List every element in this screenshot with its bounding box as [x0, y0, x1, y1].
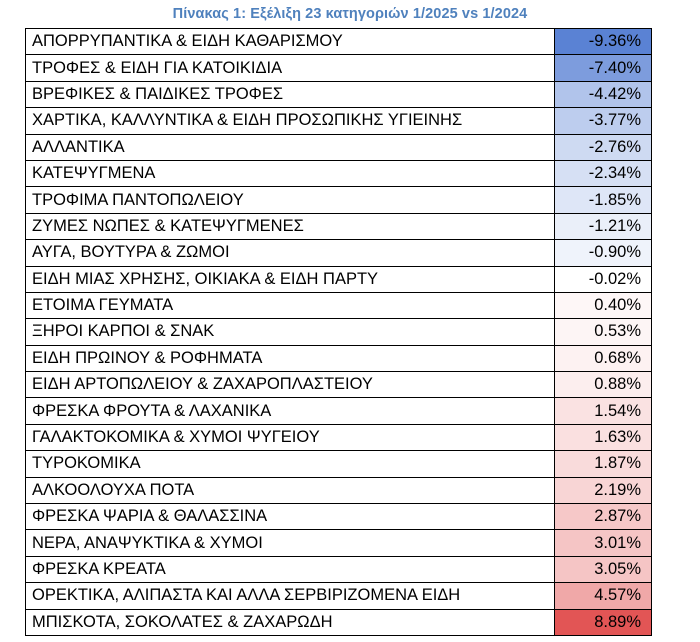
category-cell: ΑΥΓΑ, ΒΟΥΤΥΡΑ & ΖΩΜΟΙ	[26, 240, 555, 266]
categories-table	[25, 28, 652, 636]
change-value-cell: -1.21%	[555, 213, 652, 239]
table-row	[26, 319, 652, 345]
change-value-cell: 1.63%	[555, 424, 652, 450]
change-value-cell: -2.76%	[555, 134, 652, 160]
category-cell: ΕΤΟΙΜΑ ΓΕΥΜΑΤΑ	[26, 292, 555, 318]
change-value-cell: 3.05%	[555, 556, 652, 582]
table-row	[26, 29, 652, 55]
table-row	[26, 55, 652, 81]
category-cell: ΜΠΙΣΚΟΤΑ, ΣΟΚΟΛΑΤΕΣ & ΖΑΧΑΡΩΔΗ	[26, 609, 555, 635]
change-value-cell: 0.88%	[555, 372, 652, 398]
change-value-cell: -1.85%	[555, 187, 652, 213]
category-cell: ΑΠΟΡΡΥΠΑΝΤΙΚΑ & ΕΙΔΗ ΚΑΘΑΡΙΣΜΟΥ	[26, 29, 555, 55]
change-value-cell: 2.87%	[555, 504, 652, 530]
category-cell: ΖΥΜΕΣ ΝΩΠΕΣ & ΚΑΤΕΨΥΓΜΕΝΕΣ	[26, 213, 555, 239]
table-row	[26, 292, 652, 318]
table-row	[26, 213, 652, 239]
change-value-cell: 2.19%	[555, 477, 652, 503]
table-row	[26, 398, 652, 424]
change-value-cell: 3.01%	[555, 530, 652, 556]
change-value-cell: -0.02%	[555, 266, 652, 292]
category-cell: ΕΙΔΗ ΑΡΤΟΠΩΛΕΙΟΥ & ΖΑΧΑΡΟΠΛΑΣΤΕΙΟΥ	[26, 372, 555, 398]
table-row	[26, 372, 652, 398]
change-value-cell: -2.34%	[555, 160, 652, 186]
category-cell: ΒΡΕΦΙΚΕΣ & ΠΑΙΔΙΚΕΣ ΤΡΟΦΕΣ	[26, 81, 555, 107]
table-row	[26, 477, 652, 503]
table-row	[26, 81, 652, 107]
category-cell: ΦΡΕΣΚΑ ΚΡΕΑΤΑ	[26, 556, 555, 582]
table-body	[26, 29, 652, 636]
category-cell: ΦΡΕΣΚΑ ΦΡΟΥΤΑ & ΛΑΧΑΝΙΚΑ	[26, 398, 555, 424]
change-value-cell: 4.57%	[555, 583, 652, 609]
table-row	[26, 556, 652, 582]
category-cell: ΧΑΡΤΙΚΑ, ΚΑΛΛΥΝΤΙΚΑ & ΕΙΔΗ ΠΡΟΣΩΠΙΚΗΣ ΥΓΙΕΙΝΗΣ	[26, 108, 555, 134]
category-cell: ΤΡΟΦΙΜΑ ΠΑΝΤΟΠΩΛΕΙΟΥ	[26, 187, 555, 213]
change-value-cell: 1.54%	[555, 398, 652, 424]
change-value-cell: 0.53%	[555, 319, 652, 345]
table-row	[26, 266, 652, 292]
category-cell: ΤΥΡΟΚΟΜΙΚΑ	[26, 451, 555, 477]
change-value-cell: -0.90%	[555, 240, 652, 266]
table-row	[26, 451, 652, 477]
change-value-cell: -4.42%	[555, 81, 652, 107]
category-cell: ΚΑΤΕΨΥΓΜΕΝΑ	[26, 160, 555, 186]
table-row	[26, 240, 652, 266]
category-cell: ΞΗΡΟΙ ΚΑΡΠΟΙ & ΣΝΑΚ	[26, 319, 555, 345]
change-value-cell: -7.40%	[555, 55, 652, 81]
category-cell: ΤΡΟΦΕΣ & ΕΙΔΗ ΓΙΑ ΚΑΤΟΙΚΙΔΙΑ	[26, 55, 555, 81]
table-row	[26, 504, 652, 530]
table-row	[26, 530, 652, 556]
change-value-cell: 8.89%	[555, 609, 652, 635]
category-cell: ΕΙΔΗ ΜΙΑΣ ΧΡΗΣΗΣ, ΟΙΚΙΑΚΑ & ΕΙΔΗ ΠΑΡΤΥ	[26, 266, 555, 292]
category-cell: ΑΛΚΟΟΛΟΥΧΑ ΠΟΤΑ	[26, 477, 555, 503]
category-cell: ΕΙΔΗ ΠΡΩΙΝΟΥ & ΡΟΦΗΜΑΤΑ	[26, 345, 555, 371]
change-value-cell: 0.40%	[555, 292, 652, 318]
table-row	[26, 187, 652, 213]
category-cell: ΟΡΕΚΤΙΚΑ, ΑΛΙΠΑΣΤΑ ΚΑΙ ΑΛΛΑ ΣΕΡΒΙΡΙΖΟΜΕΝΑ ΕΙΔΗ	[26, 583, 555, 609]
change-value-cell: -9.36%	[555, 29, 652, 55]
category-cell: ΓΑΛΑΚΤΟΚΟΜΙΚΑ & ΧΥΜΟΙ ΨΥΓΕΙΟΥ	[26, 424, 555, 450]
table-row	[26, 134, 652, 160]
table-row	[26, 160, 652, 186]
table-row	[26, 424, 652, 450]
change-value-cell: 0.68%	[555, 345, 652, 371]
change-value-cell: -3.77%	[555, 108, 652, 134]
table-row	[26, 108, 652, 134]
table-row	[26, 583, 652, 609]
table-row	[26, 609, 652, 635]
table-title: Πίνακας 1: Εξέλιξη 23 κατηγοριών 1/2025 vs 1/2024	[172, 6, 528, 22]
table-row	[26, 345, 652, 371]
category-cell: ΦΡΕΣΚΑ ΨΑΡΙΑ & ΘΑΛΑΣΣΙΝΑ	[26, 504, 555, 530]
category-cell: ΝΕΡΑ, ΑΝΑΨΥΚΤΙΚΑ & ΧΥΜΟΙ	[26, 530, 555, 556]
change-value-cell: 1.87%	[555, 451, 652, 477]
category-cell: ΑΛΛΑΝΤΙΚΑ	[26, 134, 555, 160]
